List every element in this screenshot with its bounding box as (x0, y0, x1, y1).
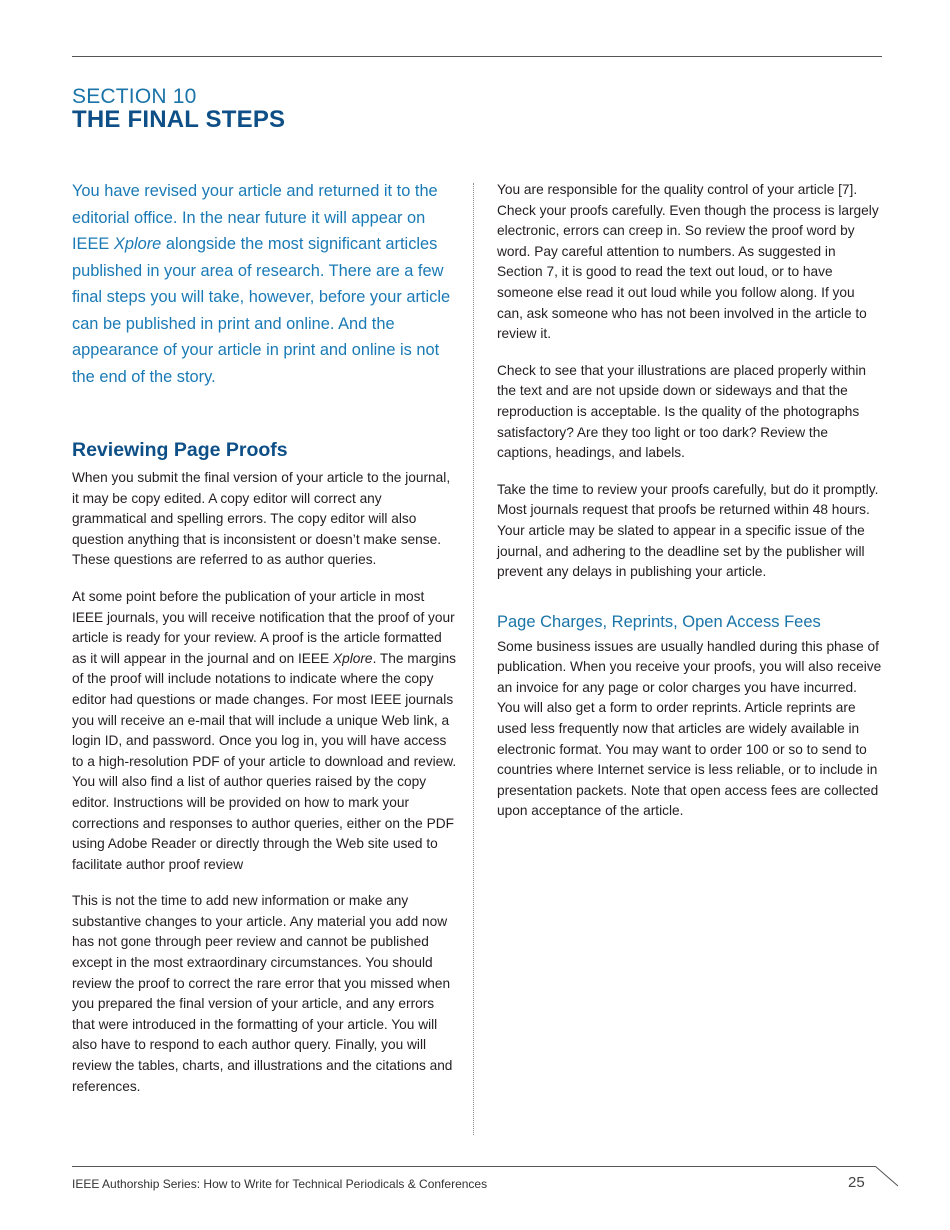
intro-text-end: alongside the most significant articles published in your area of research. There are a few final steps you will take, however, before your article can be published in print and online. And the appearance of your article in print and online is not the end of the story. (72, 235, 451, 386)
intro-text-start: You have revised your article and returned it to the editorial office. In the near future it will appear on IEEE (72, 182, 438, 253)
section-title: THE FINAL STEPS (72, 106, 286, 133)
footer-series-title: IEEE Authorship Series: How to Write for Technical Periodicals & Conferences (72, 1177, 488, 1191)
column-divider (473, 183, 474, 1135)
reviewing-heading: Reviewing Page Proofs (72, 439, 288, 461)
footer-corner-mark (872, 1166, 900, 1188)
right-column (497, 180, 882, 838)
charges-heading: Page Charges, Reprints, Open Access Fees (497, 612, 821, 631)
reviewing-paragraph-3: This is not the time to add new information or make any substantive changes to your article. Any material you add now has not gone through peer review and cannot be published except in the most extraordinary circumstances. You should review the proof to correct the rare error that you missed when you prepared the final version of your article, and any errors that were introduced in the formatting of your article. You will also have to respond to each author query. Finally, you will review the tables, charts, and illustrations and the citations and references. (72, 893, 453, 1094)
section-label: SECTION 10 (72, 85, 197, 108)
intro-xplore: Xplore (113, 235, 162, 253)
reviewing-p2-end: . The margins of the proof will include notations to indicate where the copy editor had questions or made changes. For most IEEE journals you will receive an e-mail that will include a unique Web link, a login ID, and password. Once you log in, you will have access to a high-resolution PDF of your article to download and review. You will also find a list of author queries raised by the copy editor. Instructions will be provided on how to mark your corrections and responses to author queries, either on the PDF using Adobe Reader or directly through the Web site used to facilitate author proof review (72, 650, 457, 872)
reviewing-paragraph-1: When you submit the final version of your article to the journal, it may be copy edited. A copy editor will correct any grammatical and spelling errors. The copy editor will also question anything that is inconsistent or doesn’t make sense. These questions are referred to as author queries. (72, 470, 451, 568)
intro-paragraph (72, 178, 457, 390)
reviewing-paragraph-2 (72, 587, 457, 875)
left-column (72, 178, 457, 1113)
reviewing-p2-xplore: Xplore (332, 650, 373, 666)
footer-rule (72, 1166, 875, 1167)
top-rule (72, 56, 882, 57)
charges-paragraph: Some business issues are usually handled during this phase of publication. When you receive your proofs, you will also receive an invoice for any page or color charges you have incurred. You will also get a form to order reprints. Article reprints are used less frequently now that articles are widely available in electronic format. You may want to order 100 or so to send to countries where Internet service is less reliable, or to include in presentation packets. Note that open access fees are collected upon acceptance of the article. (497, 638, 882, 819)
reviewing-paragraph-4: You are responsible for the quality control of your article [7]. Check your proofs carefully. Even though the process is largely electronic, errors can creep in. So review the proof word by word. Pay careful attention to numbers. As suggested in Section 7, it is good to read the text out loud, or to have someone else read it out loud while you follow along. If you can, ask someone who has not been involved in the article to review it. (497, 182, 879, 342)
reviewing-paragraph-6: Take the time to review your proofs carefully, but do it promptly. Most journals request that proofs be returned within 48 hours. Your article may be slated to appear in a specific issue of the journal, and adhering to the deadline set by the publisher will prevent any delays in publishing your article. (497, 481, 879, 580)
reviewing-paragraph-5: Check to see that your illustrations are placed properly within the text and are not upside down or sideways and that the reproduction is acceptable. Is the quality of the photographs satisfactory? Are they too light or too dark? Review the captions, headings, and labels. (497, 362, 866, 461)
page-number: 25 (848, 1174, 865, 1191)
reviewing-p2-start: At some point before the publication of your article in most IEEE journals, you will receive notification that the proof of your article is ready for your review. A proof is the article formatted as it will appear in the journal and on IEEE (72, 588, 455, 666)
